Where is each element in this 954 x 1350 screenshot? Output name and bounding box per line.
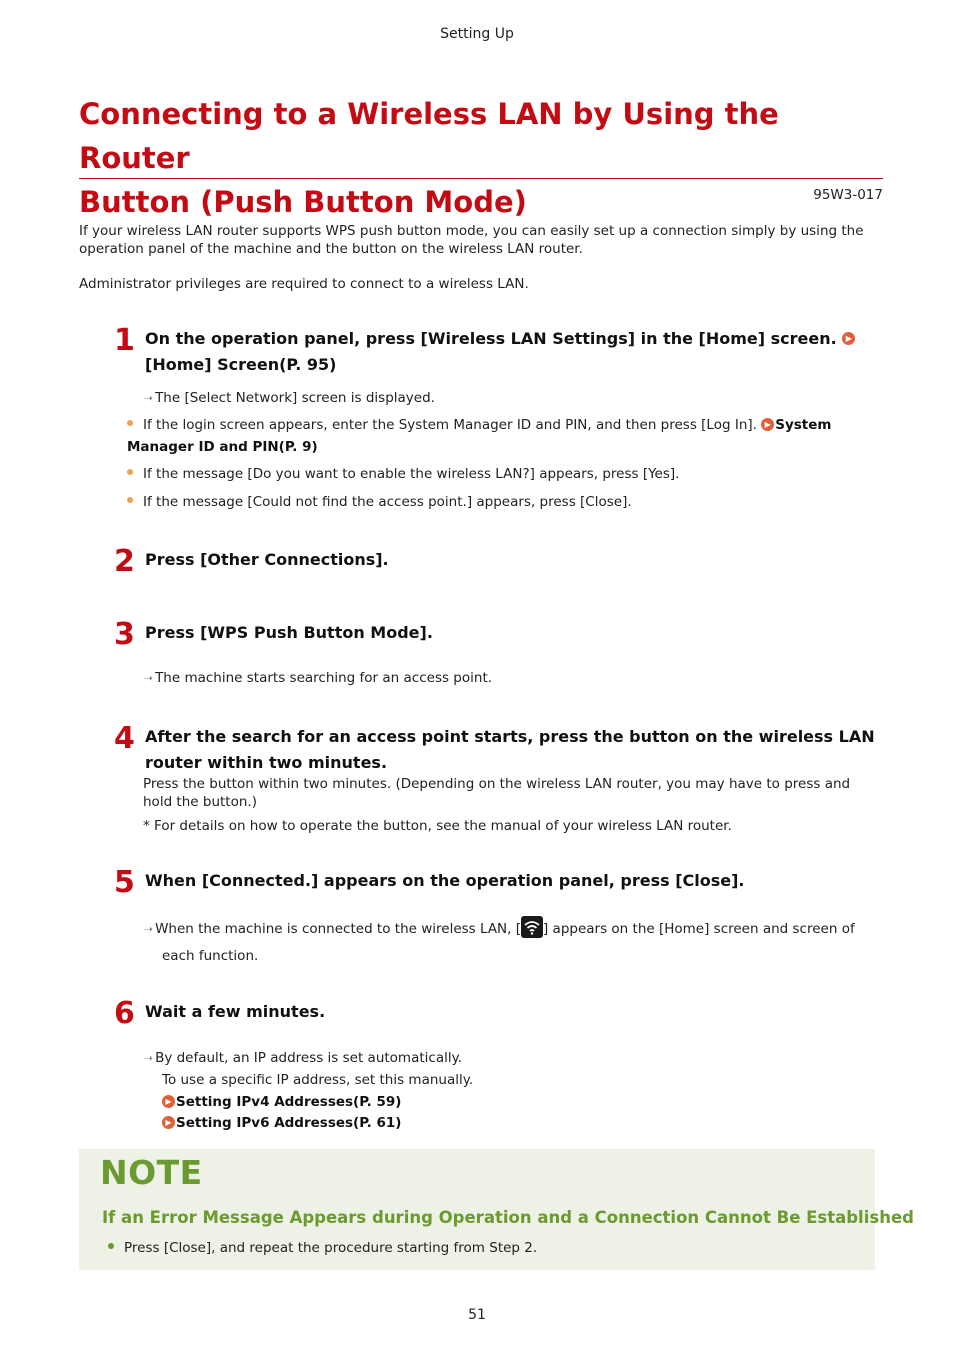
step-number-3: 3 bbox=[114, 617, 135, 652]
step-1-bullet-3 bbox=[127, 491, 883, 513]
result-arrow-icon: ➝ bbox=[143, 922, 154, 936]
title-divider bbox=[79, 178, 883, 179]
note-heading: NOTE bbox=[100, 1153, 203, 1192]
step-1-bullet-2 bbox=[127, 463, 883, 485]
step-number-2: 2 bbox=[114, 544, 135, 579]
document-id: 95W3-017 bbox=[813, 187, 883, 203]
step-1-bullet-3-text: If the message [Could not find the access point.] appears, press [Close]. bbox=[143, 494, 632, 510]
page-title-line-2: Button (Push Button Mode) bbox=[79, 185, 527, 219]
step-3-result-text: The machine starts searching for an access point. bbox=[155, 670, 493, 686]
bullet-dot bbox=[108, 1243, 114, 1249]
step-6-text: Wait a few minutes. bbox=[145, 1002, 326, 1021]
ipv4-link-label: Setting IPv4 Addresses(P. 59) bbox=[176, 1094, 402, 1110]
step-1-bullet-1-text: If the login screen appears, enter the System Manager ID and PIN, and then press [Log In]. bbox=[143, 417, 757, 433]
link-arrow-icon: ▶ bbox=[162, 1116, 175, 1129]
bullet-dot bbox=[127, 420, 133, 426]
page-number: 51 bbox=[468, 1307, 486, 1323]
note-subheading: If an Error Message Appears during Operation and a Connection Cannot Be Established bbox=[102, 1208, 914, 1227]
step-5-result bbox=[143, 916, 883, 970]
step-1-bullet-2-text: If the message [Do you want to enable the wireless LAN?] appears, press [Yes]. bbox=[143, 466, 680, 482]
result-arrow-icon: ➝ bbox=[143, 391, 154, 405]
ipv6-link[interactable] bbox=[143, 1112, 473, 1134]
result-arrow-icon: ➝ bbox=[143, 671, 154, 685]
system-manager-link-label: System Manager ID and PIN(P. 9) bbox=[127, 417, 832, 455]
step-3-result bbox=[143, 669, 492, 687]
running-header: Setting Up bbox=[440, 26, 514, 42]
step-1-bullet-1 bbox=[127, 414, 883, 458]
step-5-result-start: When the machine is connected to the wireless LAN, [ bbox=[155, 921, 521, 937]
link-arrow-icon: ▶ bbox=[761, 418, 774, 431]
step-1-text bbox=[145, 326, 885, 378]
step-2-text: Press [Other Connections]. bbox=[145, 550, 389, 569]
step-4-detail: Press the button within two minutes. (Depending on the wireless LAN router, you may have to press and hold the button.) bbox=[143, 776, 851, 810]
intro-paragraph: If your wireless LAN router supports WPS push button mode, you can easily set up a connection simply by using the operation panel of the machine and the button on the wireless LAN router. bbox=[79, 223, 864, 257]
note-bullet-text: Press [Close], and repeat the procedure starting from Step 2. bbox=[124, 1240, 538, 1256]
note-bullet bbox=[108, 1240, 537, 1256]
step-5-result-middle: ] appears on the [Home] screen and screen of bbox=[543, 921, 855, 937]
step-1-result-text: The [Select Network] screen is displayed. bbox=[155, 390, 435, 406]
bullet-dot bbox=[127, 497, 133, 503]
step-6-result-text-2: To use a specific IP address, set this manually. bbox=[162, 1072, 474, 1088]
step-3-text: Press [WPS Push Button Mode]. bbox=[145, 623, 433, 642]
result-arrow-icon: ➝ bbox=[143, 1051, 154, 1065]
bullet-dot bbox=[127, 469, 133, 475]
link-arrow-icon: ▶ bbox=[162, 1095, 175, 1108]
step-5-result-end: each function. bbox=[162, 948, 259, 964]
step-1-result bbox=[143, 389, 435, 407]
ipv6-link-label: Setting IPv6 Addresses(P. 61) bbox=[176, 1115, 402, 1131]
link-arrow-icon: ▶ bbox=[842, 332, 855, 345]
step-number-1: 1 bbox=[114, 323, 135, 358]
step-number-6: 6 bbox=[114, 996, 135, 1031]
page-title bbox=[79, 92, 879, 224]
step-6-result bbox=[143, 1047, 473, 1134]
step-6-result-text: By default, an IP address is set automatically. bbox=[155, 1050, 462, 1066]
step-1-instruction: On the operation panel, press [Wireless LAN Settings] in the [Home] screen. bbox=[145, 329, 837, 348]
home-screen-link-label: [Home] Screen(P. 95) bbox=[145, 355, 337, 374]
page-title-line-1: Connecting to a Wireless LAN by Using the Router bbox=[79, 97, 779, 175]
step-number-4: 4 bbox=[114, 721, 135, 756]
step-5-text: When [Connected.] appears on the operation panel, press [Close]. bbox=[145, 871, 745, 890]
admin-note-paragraph: Administrator privileges are required to connect to a wireless LAN. bbox=[79, 276, 529, 292]
ipv4-link[interactable] bbox=[143, 1091, 473, 1113]
step-number-5: 5 bbox=[114, 865, 135, 900]
wifi-icon bbox=[521, 916, 543, 938]
step-4-text: After the search for an access point starts, press the button on the wireless LAN router within two minutes. bbox=[145, 727, 875, 772]
step-4-footnote: * For details on how to operate the button, see the manual of your wireless LAN router. bbox=[143, 818, 732, 834]
